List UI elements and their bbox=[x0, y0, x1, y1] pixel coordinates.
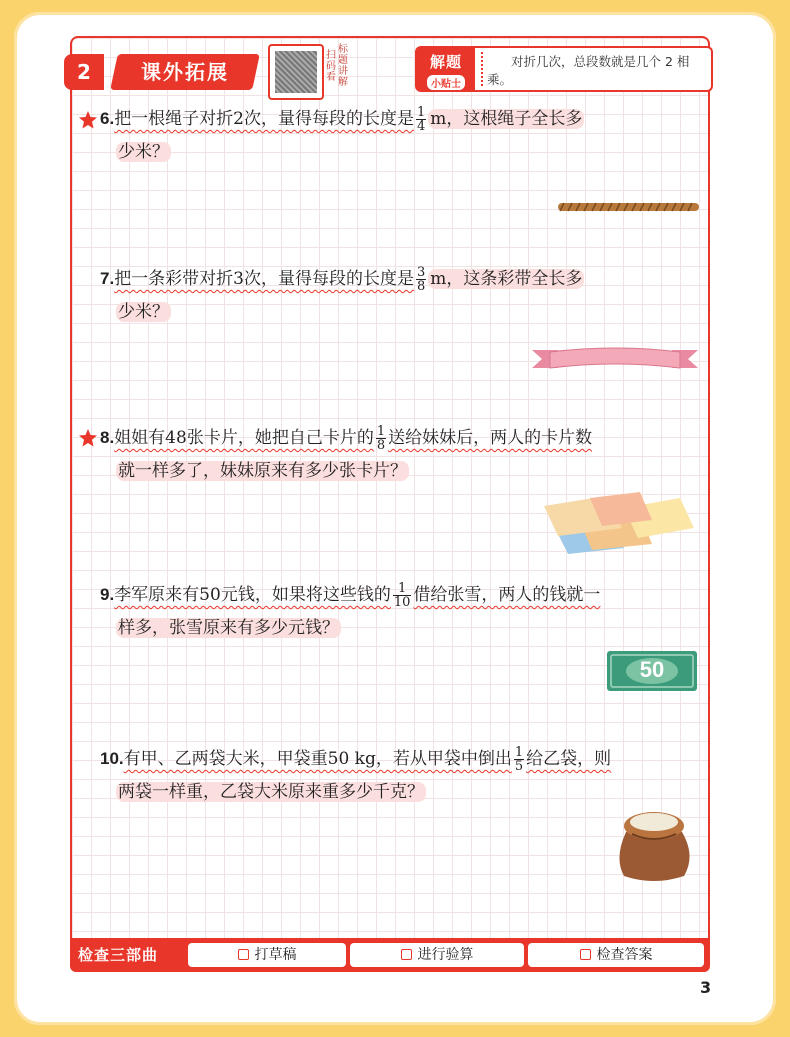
question-6: 6.把一根绳子对折2次，量得每段的长度是 $\frac{1}{4}$ m，这根绳子全长多 少米？ bbox=[100, 105, 583, 162]
qr-caption-right: 标题讲解 bbox=[338, 44, 348, 88]
rope-illustration bbox=[556, 200, 701, 214]
ribbon-illustration bbox=[532, 346, 698, 374]
tip-text: 对折几次，总段数就是几个 2 相乘。 bbox=[487, 54, 690, 87]
checklist-bar bbox=[70, 938, 710, 972]
question-9: 9.李军原来有50元钱，如果将这些钱的 $\frac{1}{10}$ 借给张雪，两人的钱就一 样多，张雪原来有多少元钱？ bbox=[100, 581, 601, 638]
qr-code-icon bbox=[275, 51, 317, 93]
checkbox-icon bbox=[580, 949, 591, 960]
fraction: $\frac{1}{5}$ bbox=[514, 745, 524, 774]
fraction: $\frac{1}{4}$ bbox=[417, 105, 426, 134]
cards-illustration bbox=[540, 492, 696, 556]
rice-sack-illustration bbox=[612, 804, 696, 884]
fraction: $\frac{1}{10}$ bbox=[393, 581, 411, 610]
checklist-draft[interactable]: 打草稿 bbox=[188, 943, 346, 967]
question-8: 8.姐姐有48张卡片，她把自己卡片的 $\frac{1}{8}$ 送给妹妹后，两人的卡片数 就一样多了，妹妹原来有多少张卡片？ bbox=[100, 424, 593, 481]
tip-label-main: 解题 bbox=[429, 53, 462, 71]
tip-box bbox=[415, 46, 713, 92]
qr-code[interactable] bbox=[268, 44, 324, 100]
difficulty-star-icon bbox=[78, 110, 98, 130]
page-number: 3 bbox=[700, 978, 712, 997]
checklist-verify[interactable]: 进行验算 bbox=[350, 943, 524, 967]
fraction: $\frac{1}{8}$ bbox=[376, 424, 386, 453]
checkbox-icon bbox=[401, 949, 412, 960]
fraction: $\frac{3}{8}$ bbox=[417, 265, 426, 294]
tip-label-sub: 小贴士 bbox=[427, 75, 465, 90]
question-7: 7.把一条彩带对折3次，量得每段的长度是 $\frac{3}{8}$ m，这条彩带全长多 少米？ bbox=[100, 265, 583, 322]
checklist-title: 检查三部曲 bbox=[78, 946, 159, 964]
qr-caption-left: 扫码看 bbox=[326, 50, 336, 83]
banknote-illustration bbox=[607, 651, 697, 691]
question-10: 10.有甲、乙两袋大米，甲袋重50 kg，若从甲袋中倒出 $\frac{1}{5}$ 给乙袋，则 两袋一样重，乙袋大米原来重多少千克？ bbox=[100, 745, 612, 802]
tip-divider bbox=[481, 52, 483, 86]
difficulty-star-icon bbox=[78, 428, 98, 448]
section-title: 课外拓展 bbox=[110, 54, 260, 90]
section-number: 2 bbox=[64, 54, 104, 90]
banknote-value: 50 bbox=[639, 657, 665, 682]
tip-label bbox=[417, 48, 475, 90]
checkbox-icon bbox=[238, 949, 249, 960]
checklist-check-answer[interactable]: 检查答案 bbox=[528, 943, 704, 967]
